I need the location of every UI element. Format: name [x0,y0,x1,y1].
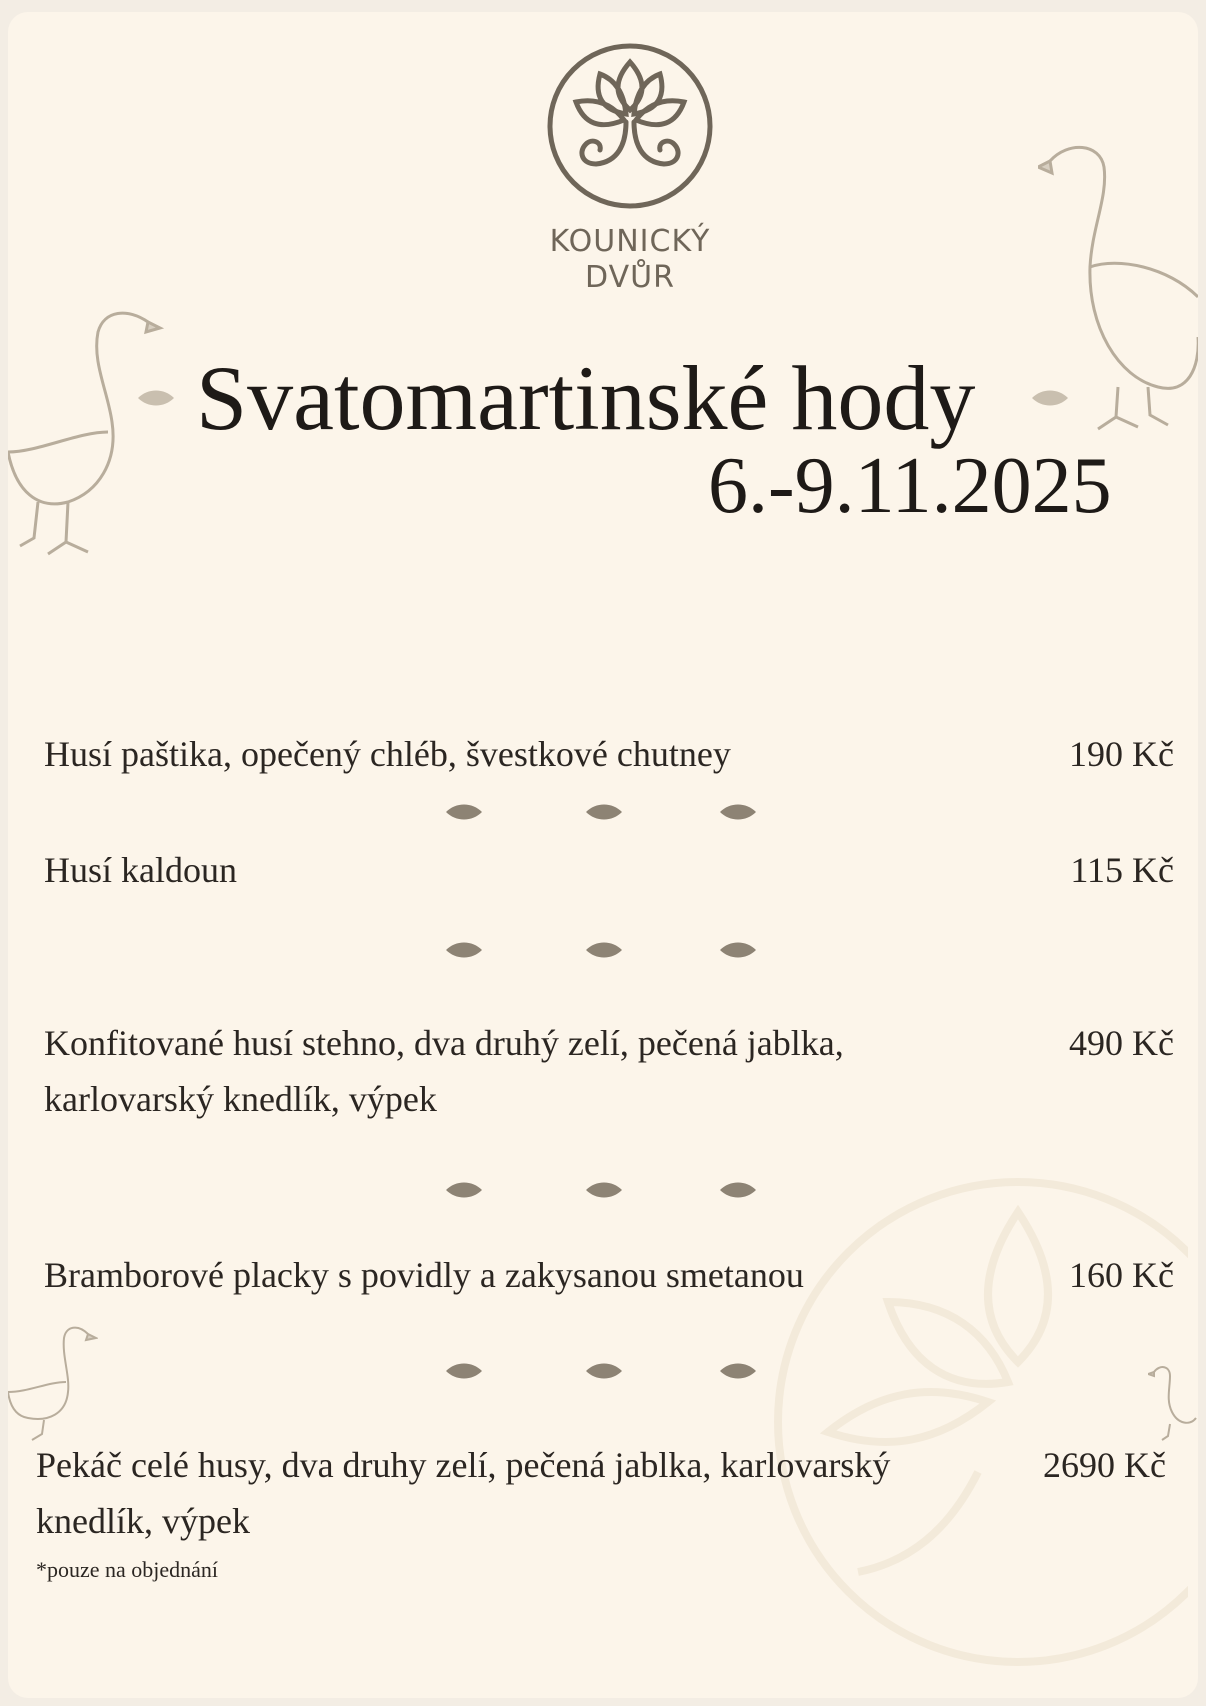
order-note: *pouze na objednání [36,1557,219,1582]
goose-illustration-icon [8,1322,98,1442]
flower-emblem-icon [542,40,718,210]
page-title: Svatomartinské hody [196,347,976,449]
leaf-divider-icon [444,1178,764,1202]
leaf-divider-icon [444,800,764,824]
leaf-divider-icon [444,938,764,962]
logo-line-1: KOUNICKÝ [549,224,711,259]
leaf-accent-icon [1030,387,1070,409]
menu-card [8,12,1198,1698]
menu-item-name: Bramborové placky s povidly a zakysanou smetanou [44,1255,804,1295]
menu-item-price: 115 Kč [1070,850,1174,890]
leaf-accent-icon [136,387,176,409]
menu-item-price: 2690 Kč [1043,1445,1166,1485]
brand-logo [535,40,725,296]
leaf-divider-icon [444,1359,764,1383]
background-emblem-icon [768,1152,1188,1692]
menu-item-name: Husí kaldoun [44,850,237,890]
menu-item-name: Konfitované husí stehno, dva druhý zelí, pečená jablka, karlovarský knedlík, výpek [44,1023,844,1119]
goose-illustration-icon [8,302,168,572]
menu-item-name: Pekáč celé husy, dva druhy zelí, pečená jablka, karlovarský knedlík, výpek [36,1445,891,1541]
event-date: 6.-9.11.2025 [708,442,1112,530]
logo-line-2: DVŮR [585,260,675,295]
menu-item-name: Husí paštika, opečený chléb, švestkové chutney [44,734,731,774]
menu-item-price: 490 Kč [1069,1023,1174,1063]
menu-item-price: 160 Kč [1069,1255,1174,1295]
menu-item-price: 190 Kč [1069,734,1174,774]
goose-illustration-icon [1148,1362,1198,1442]
